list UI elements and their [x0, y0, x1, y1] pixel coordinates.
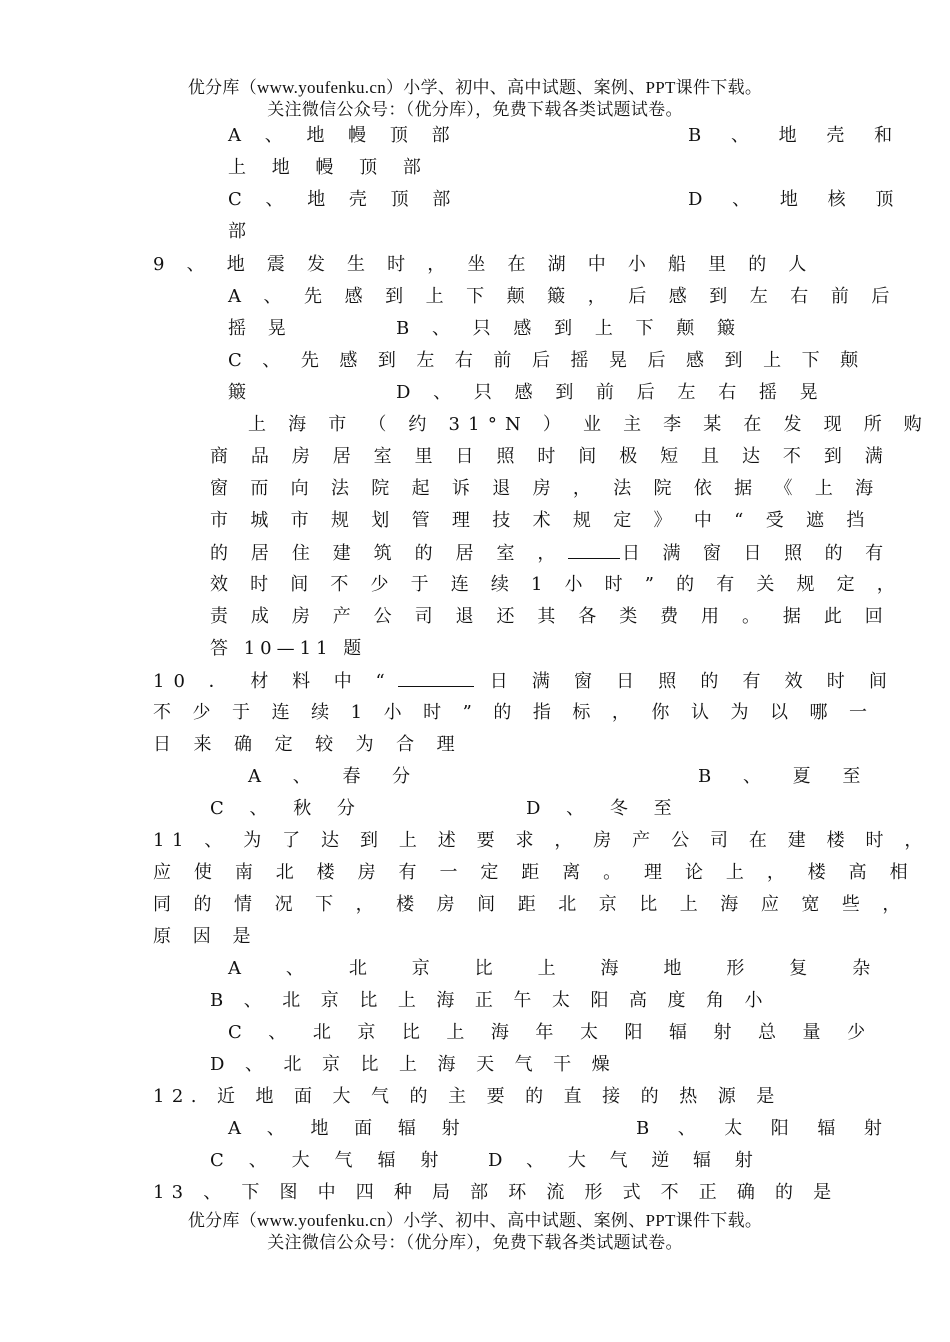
q9-stem: 9 、 地 震 发 生 时 ， 坐 在 湖 中 小 船 里 的 人 [153, 254, 815, 275]
q12-option-a: A 、 地 面 辐 射 [228, 1118, 470, 1139]
q8-option-b-cont: 上 地 幔 顶 部 [228, 157, 431, 178]
header-line-2: 关注微信公众号：（优分库），免费下载各类试题试卷。 [267, 100, 683, 119]
passage-line-7: 责 成 房 产 公 司 退 还 其 各 类 费 用 。 据 此 回 [210, 606, 892, 627]
q10-stem-line-1: 10 ． 材 料 中 “ 日 满 窗 日 照 的 有 效 时 间 [153, 671, 897, 692]
q11-stem-line-4: 原 因 是 [153, 926, 259, 947]
q12-option-d: D 、 大 气 逆 辐 射 [488, 1150, 762, 1171]
passage-line-6: 效 时 间 不 少 于 连 续 1 小 时 ” 的 有 关 规 定 ， [210, 574, 903, 595]
passage-line-3: 窗 而 向 法 院 起 诉 退 房 ， 法 院 依 据 《 上 海 [210, 478, 882, 499]
q11-option-a: A 、 北 京 比 上 海 地 形 复 杂 [228, 958, 890, 979]
q9-option-d: D 、 只 感 到 前 后 左 右 摇 晃 [396, 382, 827, 403]
q8-option-d: D 、 地 核 顶 [688, 189, 906, 210]
q11-option-b: B 、 北 京 比 上 海 正 午 太 阳 高 度 角 小 [210, 990, 770, 1011]
q11-stem-line-1: 11 、 为 了 达 到 上 述 要 求 ， 房 产 公 司 在 建 楼 时 ， [153, 830, 930, 851]
q8-option-d-cont: 部 [228, 221, 246, 242]
q8-option-a: A 、 地 幔 顶 部 [228, 125, 459, 146]
q10-stem-line-3: 日 来 确 定 较 为 合 理 [153, 734, 464, 755]
passage-line-2: 商 品 房 居 室 里 日 照 时 间 极 短 且 达 不 到 满 [210, 446, 892, 467]
q12-option-c: C 、 大 气 辐 射 [210, 1150, 448, 1171]
passage-line-8: 答 10—11 题 [210, 638, 367, 659]
q9-option-a-cont: 摇 晃 [228, 318, 294, 339]
passage-line-4: 市 城 市 规 划 管 理 技 术 规 定 》 中 “ 受 遮 挡 [210, 510, 873, 531]
q9-option-b: B 、 只 感 到 上 下 颠 簸 [396, 318, 744, 339]
q11-stem-line-2: 应 使 南 北 楼 房 有 一 定 距 离 。 理 论 上 ， 楼 高 相 [153, 862, 917, 883]
passage-line-5: 的 居 住 建 筑 的 居 室 ， 日 满 窗 日 照 的 有 [210, 543, 892, 564]
q10-option-b: B 、 夏 至 [698, 766, 874, 787]
q8-option-c: C 、 地 壳 顶 部 [228, 189, 460, 210]
fill-blank [568, 542, 620, 559]
fill-blank [398, 670, 474, 687]
q9-option-a: A 、 先 感 到 上 下 颠 簸 ， 后 感 到 左 右 前 后 [228, 286, 898, 307]
q8-option-b: B 、 地 壳 和 [688, 125, 905, 146]
q10-stem-line-2: 不 少 于 连 续 1 小 时 ” 的 指 标 ， 你 认 为 以 哪 一 [153, 702, 875, 723]
q11-stem-line-3: 同 的 情 况 下 ， 楼 房 间 距 北 京 比 上 海 应 宽 些 ， [153, 894, 909, 915]
footer-line-1: 优分库（www.youfenku.cn）小学、初中、高中试题、案例、PPT课件下载。 [187, 1211, 763, 1230]
q10-option-d: D 、 冬 至 [526, 798, 682, 819]
header-line-1: 优分库（www.youfenku.cn）小学、初中、高中试题、案例、PPT课件下载。 [187, 78, 763, 97]
q11-option-d: D 、 北 京 比 上 海 天 气 干 燥 [210, 1054, 618, 1075]
q10-option-a: A 、 春 分 [248, 766, 424, 787]
footer-line-2: 关注微信公众号：（优分库），免费下载各类试题试卷。 [267, 1233, 683, 1252]
passage-line-1: 上 海 市 （ 约 31°N ） 业 主 李 某 在 发 现 所 购 [248, 414, 930, 435]
q9-option-c: C 、 先 感 到 左 右 前 后 摇 晃 后 感 到 上 下 颠 [228, 350, 866, 371]
q12-option-b: B 、 太 阳 辐 射 [636, 1118, 894, 1139]
q13-stem: 13 、 下 图 中 四 种 局 部 环 流 形 式 不 正 确 的 是 [153, 1182, 839, 1203]
q9-option-c-cont: 簸 [228, 382, 246, 403]
q11-option-c: C 、 北 京 比 上 海 年 太 阳 辐 射 总 量 少 [228, 1022, 876, 1043]
q10-option-c: C 、 秋 分 [210, 798, 365, 819]
q12-stem: 12. 近 地 面 大 气 的 主 要 的 直 接 的 热 源 是 [153, 1086, 782, 1107]
